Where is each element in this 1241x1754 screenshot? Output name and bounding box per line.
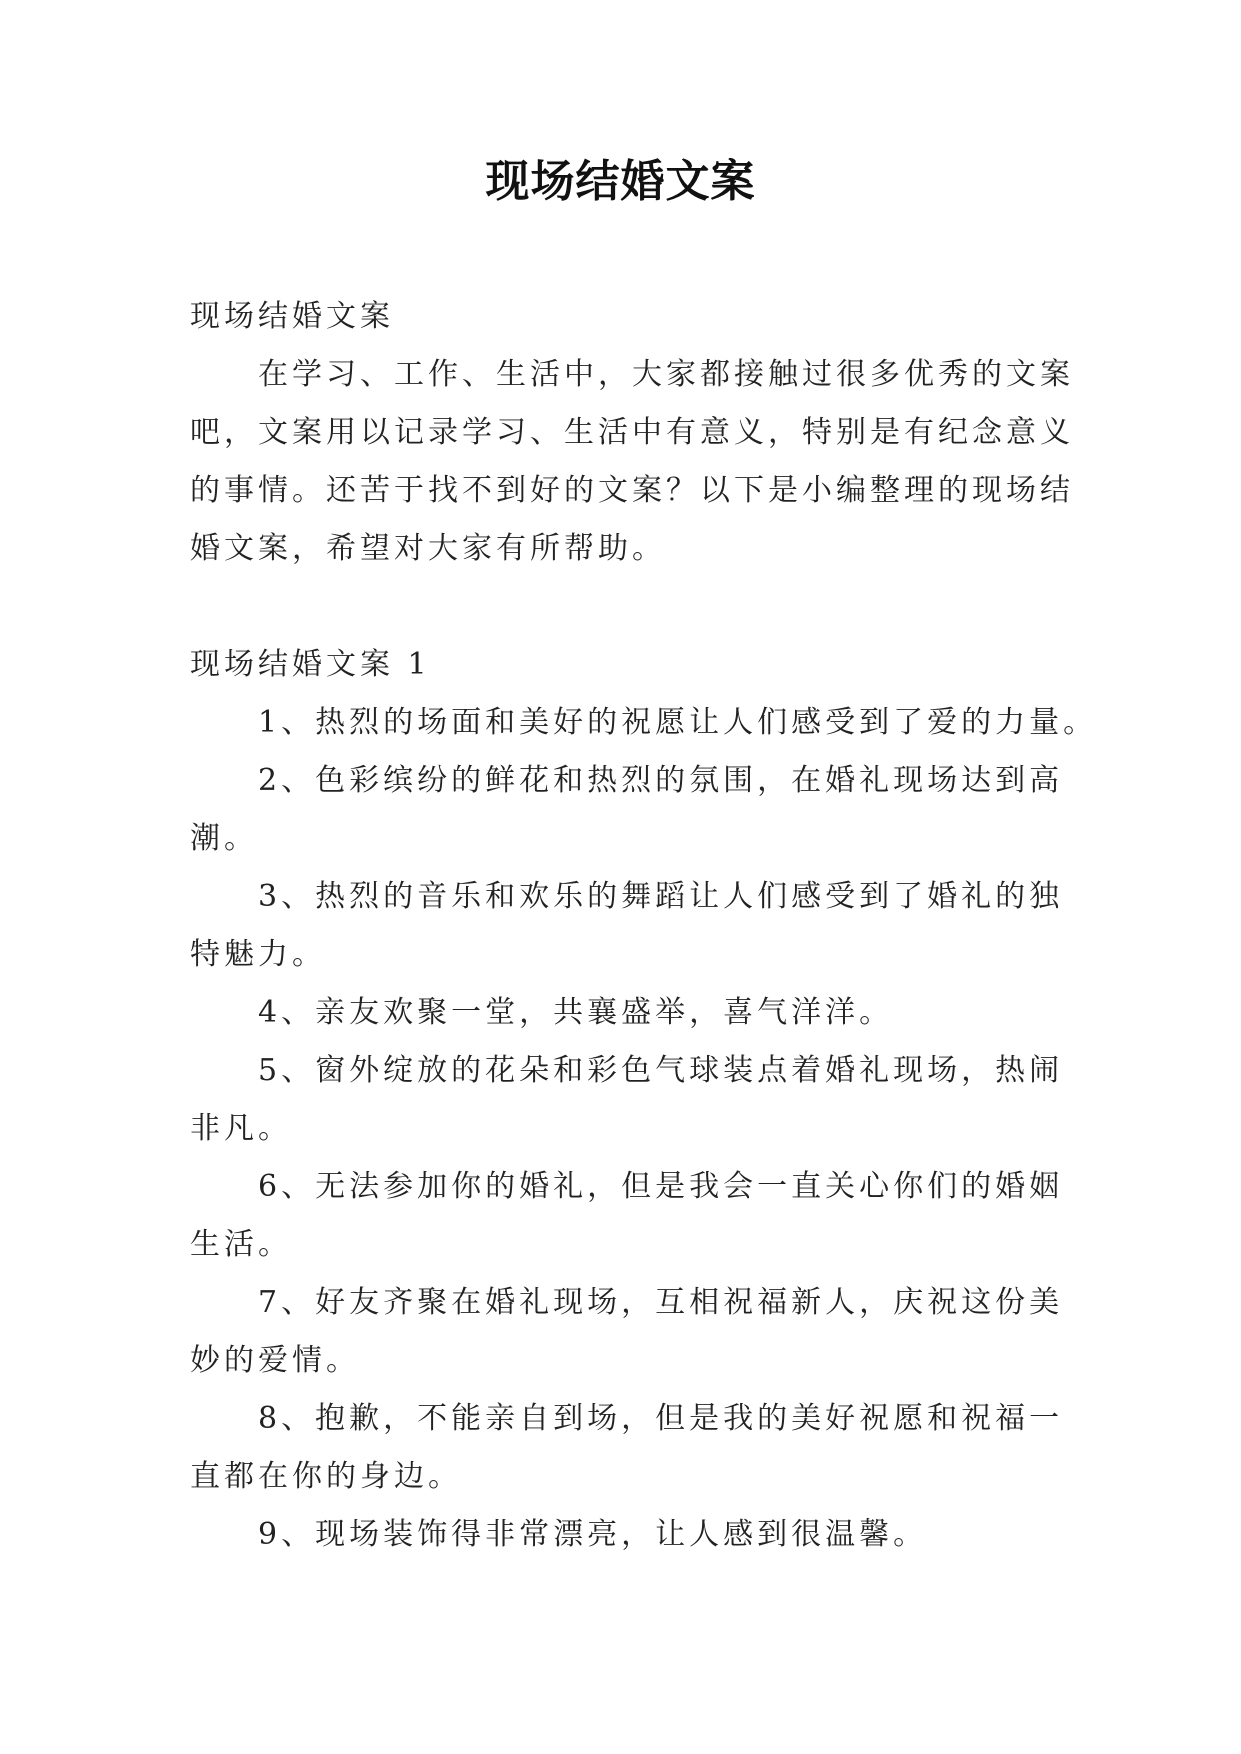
document-title: 现场结婚文案	[485, 156, 756, 207]
list-item	[190, 1158, 1064, 1274]
list-item-line: 6、无法参加你的婚礼，但是我会一直关心你们的婚姻	[258, 1169, 1064, 1204]
list-item-line: 4、亲友欢聚一堂，共襄盛举，喜气洋洋。	[258, 995, 894, 1030]
list-item	[190, 1390, 1064, 1506]
document-subtitle: 现场结婚文案	[190, 299, 394, 334]
list-item	[190, 694, 1098, 752]
paragraph-spacer	[190, 578, 1060, 636]
list-item-line: 1、热烈的场面和美好的祝愿让人们感受到了爱的力量。	[258, 705, 1098, 740]
list-item-line: 9、现场装饰得非常漂亮，让人感到很温馨。	[258, 1517, 928, 1552]
list-item-line: 非凡。	[190, 1111, 292, 1146]
list-item-line: 7、好友齐聚在婚礼现场，互相祝福新人，庆祝这份美	[258, 1285, 1064, 1320]
document-body	[190, 288, 1098, 1564]
intro-line: 吧，文案用以记录学习、生活中有意义，特别是有纪念意义	[190, 415, 1074, 450]
section-heading: 现场结婚文案 1	[190, 647, 431, 682]
list-item	[190, 1042, 1064, 1158]
list-item-line: 8、抱歉，不能亲自到场，但是我的美好祝愿和祝福一	[258, 1401, 1064, 1436]
list-item-line: 生活。	[190, 1227, 292, 1262]
list-item-line: 特魅力。	[190, 937, 326, 972]
intro-line: 婚文案，希望对大家有所帮助。	[190, 531, 666, 566]
list-item	[190, 752, 1064, 868]
intro-paragraph	[190, 346, 1074, 578]
list-item-line: 5、窗外绽放的花朵和彩色气球装点着婚礼现场，热闹	[258, 1053, 1064, 1088]
list-item	[190, 868, 1064, 984]
intro-line: 在学习、工作、生活中，大家都接触过很多优秀的文案	[258, 357, 1074, 392]
list-item-line: 妙的爱情。	[190, 1343, 360, 1378]
intro-line: 的事情。还苦于找不到好的文案？以下是小编整理的现场结	[190, 473, 1074, 508]
list-item-line: 直都在你的身边。	[190, 1459, 462, 1494]
list-item	[190, 1274, 1064, 1390]
list-item-line: 潮。	[190, 821, 258, 856]
list-item	[190, 984, 1060, 1042]
list-item-line: 2、色彩缤纷的鲜花和热烈的氛围，在婚礼现场达到高	[258, 763, 1064, 798]
list-item	[190, 1506, 1060, 1564]
list-item-line: 3、热烈的音乐和欢乐的舞蹈让人们感受到了婚礼的独	[258, 879, 1064, 914]
